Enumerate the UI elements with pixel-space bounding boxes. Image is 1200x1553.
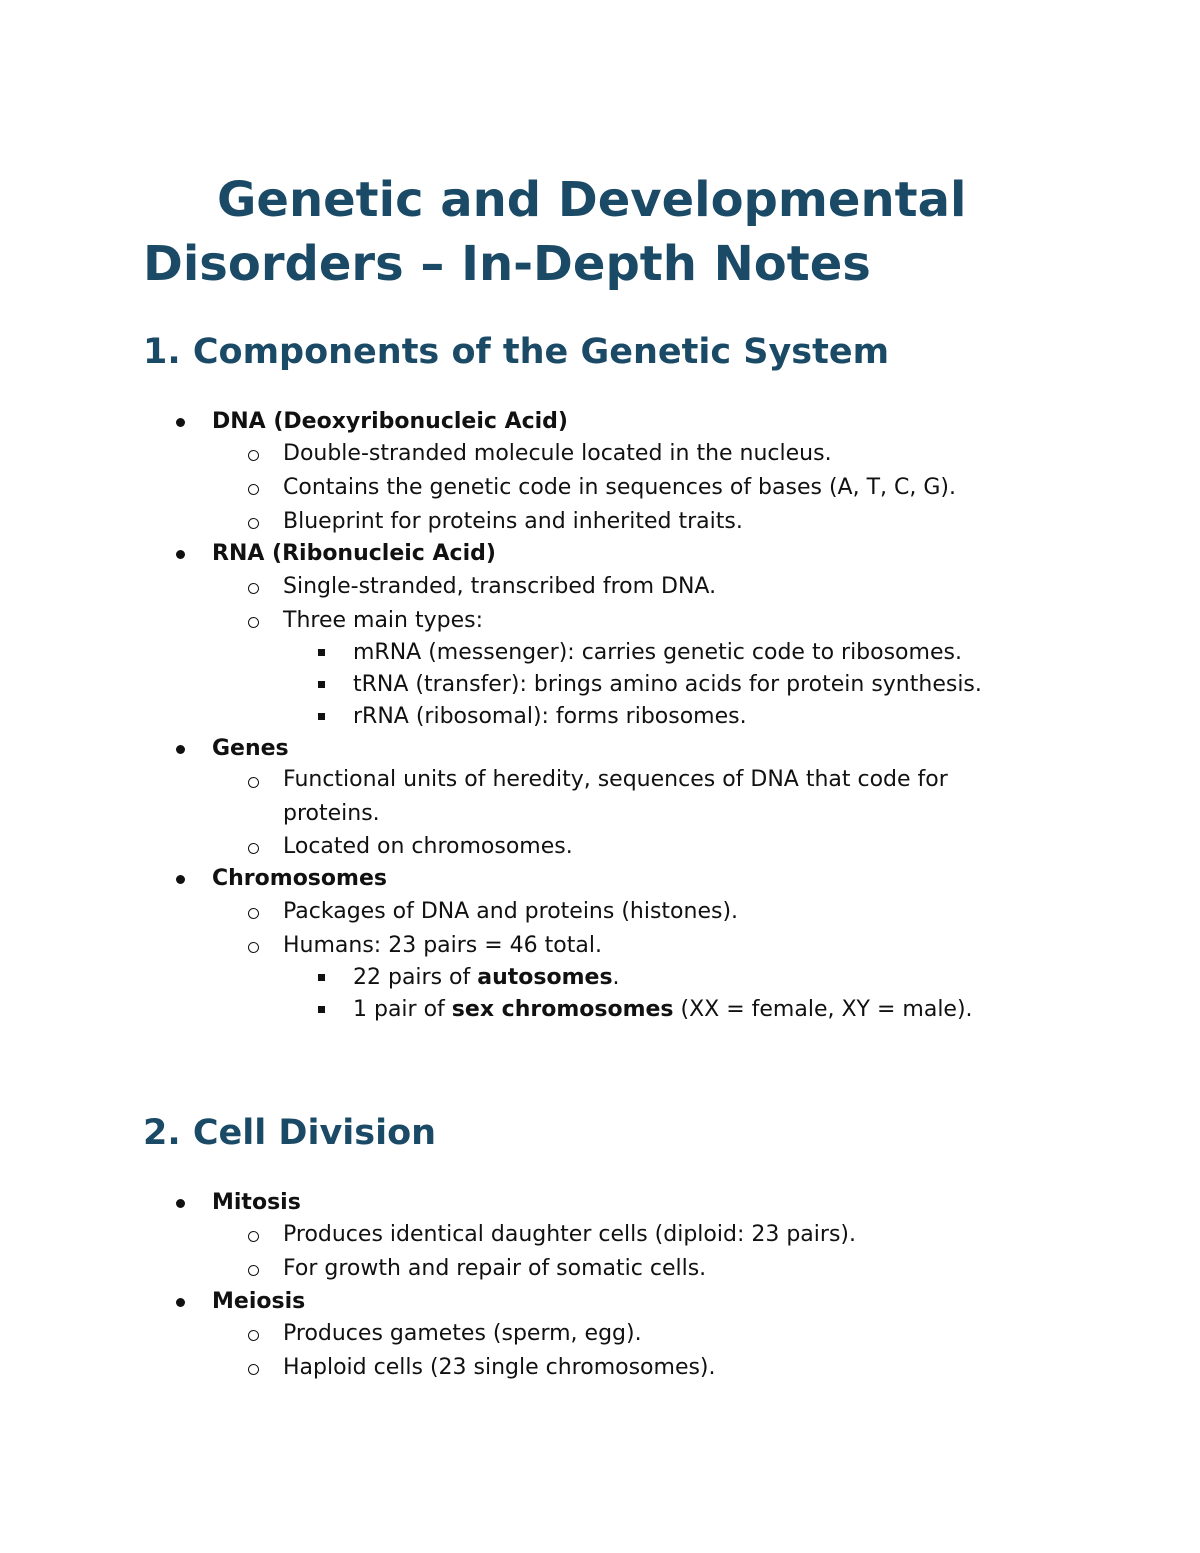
sex-post: (XX = female, XY = male). [673,997,973,1022]
page-title: Genetic and Developmental Disorders – In-Depth Notes [143,172,967,292]
bullet-dot [176,550,185,559]
list-item: Contains the genetic code in sequences of bases (A, T, C, G). [283,475,956,500]
sex-pre: 1 pair of [353,997,452,1022]
list-item-continuation: proteins. [283,801,380,826]
autosomes-post: . [612,965,620,990]
bullet-dot [176,875,185,884]
list-item-mitosis-label: Mitosis [212,1190,301,1215]
bullet-circle [248,1330,259,1341]
list-item-chromosomes-label: Chromosomes [212,866,387,891]
bullet-square [318,1006,325,1013]
list-item-rna-label: RNA (Ribonucleic Acid) [212,541,496,566]
bullet-circle [248,777,259,788]
list-item: Single-stranded, transcribed from DNA. [283,574,717,599]
list-item-autosomes [353,963,620,993]
bullet-circle [248,1364,259,1375]
list-item: Three main types: [283,608,483,633]
bullet-square [318,649,325,656]
bullet-square [318,974,325,981]
bullet-circle [248,1265,259,1276]
list-item: Functional units of heredity, sequences of DNA that code for [283,767,948,792]
sex-bold: sex chromosomes [451,997,674,1022]
bullet-circle [248,484,259,495]
list-item: Double-stranded molecule located in the nucleus. [283,441,832,466]
bullet-circle [248,617,259,628]
autosomes-pre: 22 pairs of [353,965,478,990]
list-item: Haploid cells (23 single chromosomes). [283,1355,716,1380]
list-item: Blueprint for proteins and inherited traits. [283,509,743,534]
bullet-circle [248,843,259,854]
bullet-circle [248,1231,259,1242]
section-heading-components: 1. Components of the Genetic System [143,332,890,372]
bullet-dot [176,745,185,754]
section-heading-cell-division: 2. Cell Division [143,1113,437,1153]
bullet-square [318,681,325,688]
bullet-square [318,713,325,720]
list-item: For growth and repair of somatic cells. [283,1256,707,1281]
list-item: mRNA (messenger): carries genetic code to ribosomes. [353,640,962,665]
list-item: Packages of DNA and proteins (histones). [283,899,739,924]
list-item: Humans: 23 pairs = 46 total. [283,933,602,958]
list-item-dna-label: DNA (Deoxyribonucleic Acid) [212,409,568,434]
list-item-sex-chromosomes [353,995,973,1025]
autosomes-bold: autosomes [477,965,613,990]
bullet-dot [176,418,185,427]
list-item: Produces gametes (sperm, egg). [283,1321,642,1346]
bullet-circle [248,450,259,461]
bullet-dot [176,1298,185,1307]
bullet-circle [248,942,259,953]
list-item: Located on chromosomes. [283,834,573,859]
list-item-meiosis-label: Meiosis [212,1289,306,1314]
list-item: tRNA (transfer): brings amino acids for protein synthesis. [353,672,982,697]
list-item: Produces identical daughter cells (diploid: 23 pairs). [283,1222,856,1247]
bullet-circle [248,908,259,919]
list-item: rRNA (ribosomal): forms ribosomes. [353,704,747,729]
bullet-circle [248,583,259,594]
list-item-genes-label: Genes [212,736,289,761]
bullet-circle [248,518,259,529]
bullet-dot [176,1199,185,1208]
